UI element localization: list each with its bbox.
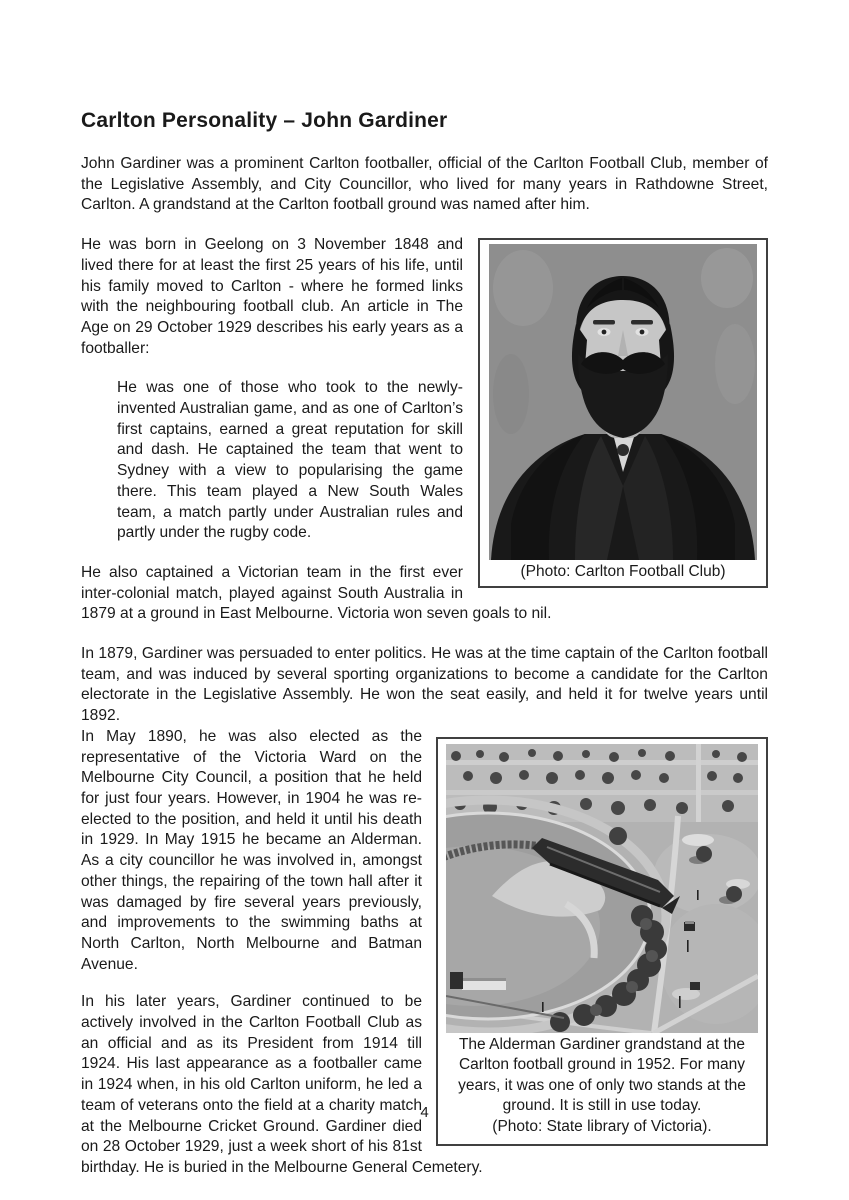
paragraph-intro: John Gardiner was a prominent Carlton footballer, official of the Carlton Football Club, member of the Legislative Assembly, and City Councillor, who lived for many years in Rathdowne Street, Carlton. A grandstand at the Carlton football ground was named after him. xyxy=(81,155,768,214)
portrait-caption: (Photo: Carlton Football Club) xyxy=(520,563,726,581)
grandstand-caption-text: The Alderman Gardiner grandstand at the Carlton football ground in 1952. For many years, it was one of only two stands at the ground. It is still in use today. xyxy=(458,1035,746,1115)
portrait-photo xyxy=(489,244,757,560)
aerial-photo xyxy=(446,744,758,1033)
page-number: 4 xyxy=(420,1104,429,1121)
paragraph-intercolonial: He also captained a Victorian team in the first ever inter-colonial match, played against South Australia in 1879 at a ground in East Melbourne. Victoria won seven goals to nil. xyxy=(81,563,552,623)
grandstand-caption xyxy=(446,1033,758,1138)
portrait-photo-frame xyxy=(478,238,768,588)
paragraph-early-life: He was born in Geelong on 3 November 1848 and lived there for at least the first 25 years of his life, until his family moved to Carlton - where he formed links with the neighbouring football club. An article in The Age on 29 October 1929 describes his early years as a footballer: xyxy=(81,236,463,357)
paragraph-later-years: In his later years, Gardiner continued to be actively involved in the Carlton Football Club as an official and as its President from 1914 till 1924. His last appearance as a footballer came in 1924 when, in his old Carlton uniform, he led a team of veterans onto the field at a charity match at the Melbourne Cricket Ground. Gardiner died on 28 October 1929, just a week short of his 81st birthday. He is buried in the Melbourne General Cemetery. xyxy=(81,993,483,1176)
paragraph-politics-cont: In May 1890, he was also elected as the representative of the Victoria Ward on the Melbourne City Council, a position that he held for just four years. However, in 1904 he was re-elected to the position, and held it until his death in 1929. In May 1915 he became an Alderman. As a city councillor he was involved in, amongst other things, the repairing of the town hall after it was damaged by fire several years previously, and improvements to the swimming baths at North Carlton, North Melbourne and Batman Avenue. xyxy=(81,727,422,973)
grandstand-photo-frame xyxy=(436,737,768,1147)
page-title xyxy=(81,108,768,133)
paragraph-politics-intro: In 1879, Gardiner was persuaded to enter politics. He was at the time captain of the Carlton football team, and was induced by several sporting organizations to become a candidate for the Carlton electorate in the Legislative Assembly. He won the seat easily, and held it for twelve years until 1892. xyxy=(81,645,768,725)
section-politics xyxy=(81,727,768,1198)
paragraph-quote: He was one of those who took to the newly-invented Australian game, and as one of Carlton’s first captains, earned a great reputation for skill and dash. He captained the team that went to Sydney with a view to popularising the game there. This team played a New South Wales team, a match partly under Australian rules and partly under the rugby code. xyxy=(117,379,463,542)
grandstand-caption-credit: (Photo: State library of Victoria). xyxy=(492,1117,712,1135)
section-early-life xyxy=(81,235,768,644)
page-title-text: Carlton Personality – John Gardiner xyxy=(81,109,448,132)
